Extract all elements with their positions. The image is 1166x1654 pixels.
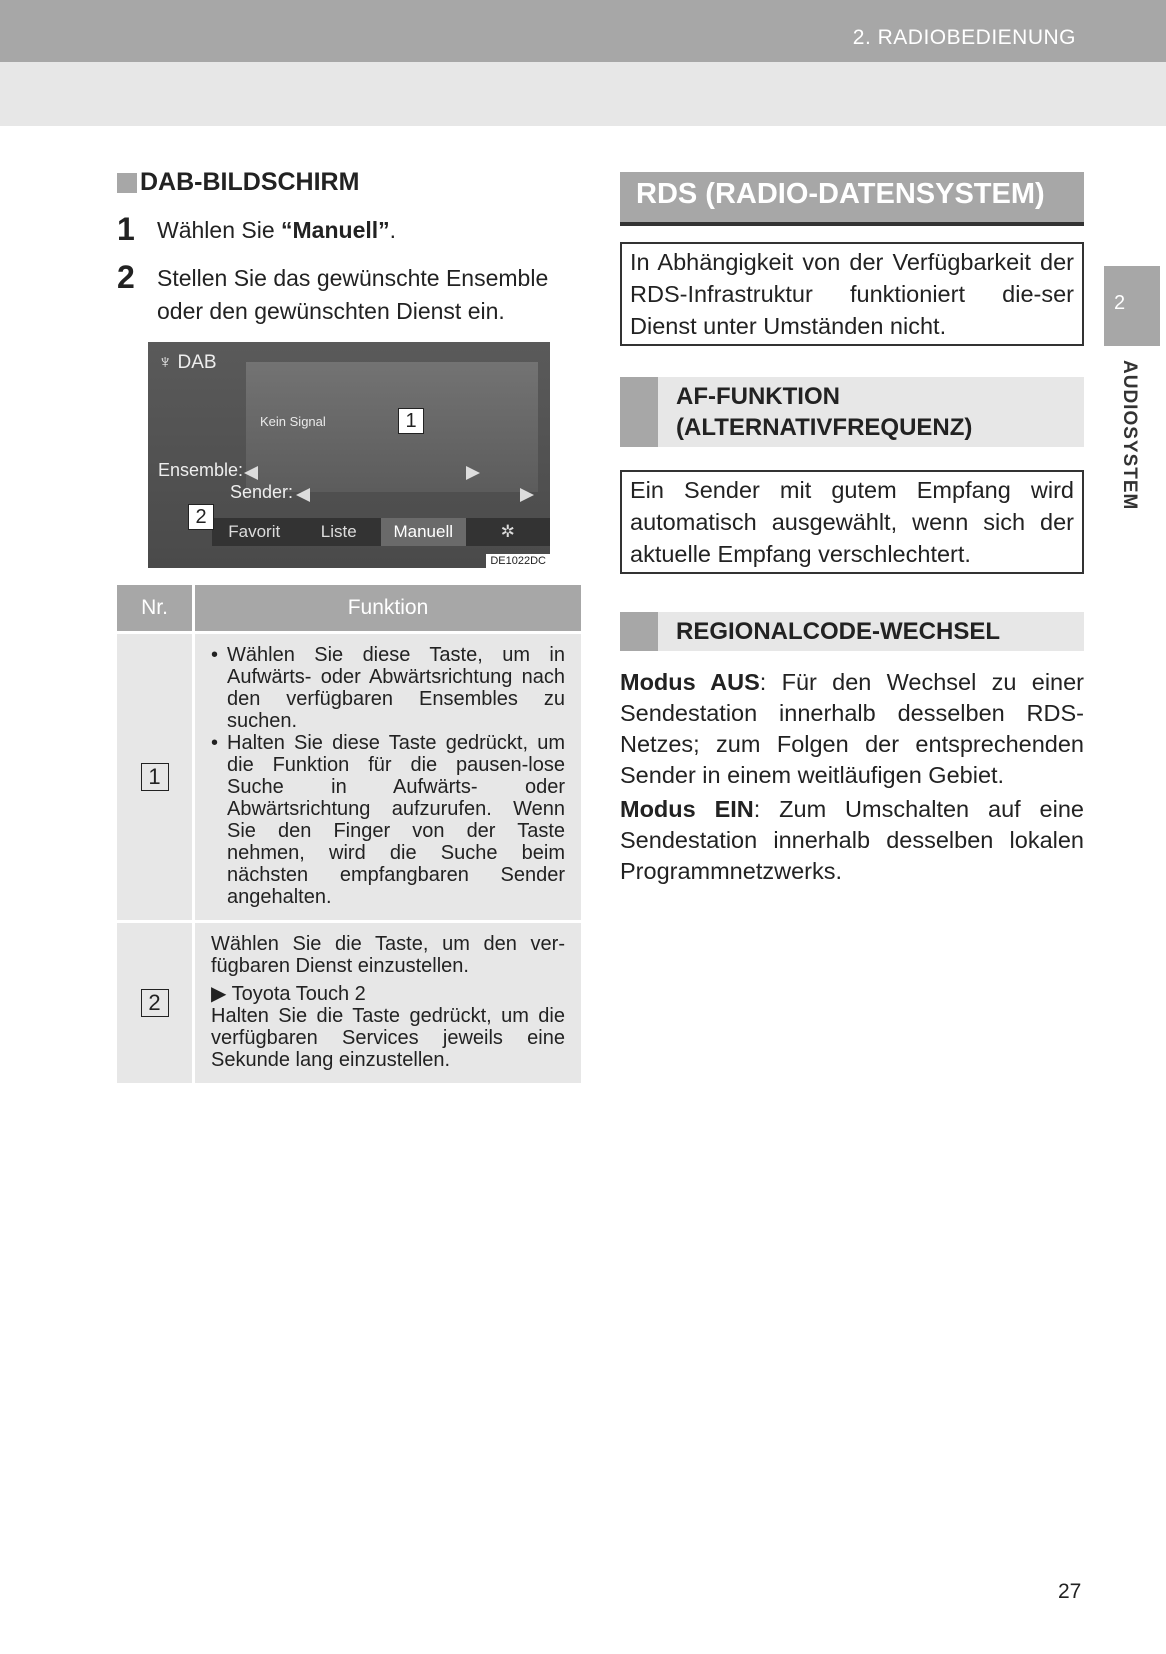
row-text: Halten Sie die Taste gedrückt, um die verfügbaren Services jeweils eine Sekunde lang einzustellen. — [211, 1005, 565, 1071]
square-marker-icon — [117, 173, 137, 193]
dab-screen-illustration — [148, 342, 550, 568]
sender-next-icon — [520, 488, 534, 502]
callout-1: 1 — [398, 408, 424, 434]
ensemble-next-icon — [466, 466, 480, 480]
callout-2: 2 — [188, 504, 214, 530]
rds-section-title: RDS (RADIO-DATENSYSTEM) — [620, 172, 1084, 226]
signal-status: Kein Signal — [260, 414, 326, 429]
screen-button-bar — [212, 518, 550, 546]
row-number: 2 — [141, 989, 169, 1017]
header-subband — [0, 62, 1166, 126]
chapter-title: 2. RADIOBEDIENUNG — [852, 26, 1076, 49]
image-code: DE1022DC — [486, 554, 550, 568]
list-item: • Halten Sie diese Taste gedrückt, um die Funktion für die pausen-lose Suche in Aufwärts- oder Abwärtsrichtung aufzurufen. Wenn Sie den Finger von der Taste nehmen, wird die Suche beim nächsten empfangbaren Sender angehalten. — [211, 732, 565, 908]
sender-label: Sender: — [230, 482, 294, 502]
settings-icon: ✲ — [500, 522, 515, 541]
ensemble-prev-icon — [244, 466, 258, 480]
regional-heading: REGIONALCODE-WECHSEL — [620, 612, 1084, 651]
mode-on-paragraph: Modus EIN: Zum Umschalten auf eine Sendestation innerhalb desselben lokalen Programmnetzwerks. — [620, 796, 1084, 884]
table-header — [117, 585, 581, 631]
liste-button: Liste — [320, 522, 357, 541]
dab-title: ♆ DAB — [158, 352, 217, 373]
function-table — [117, 585, 581, 1083]
sender-prev-icon — [296, 488, 310, 502]
manuell-button: Manuell — [381, 518, 466, 546]
triangle-marker-icon: ▶ — [211, 983, 227, 1005]
list-item: • Wählen Sie diese Taste, um in Aufwärts- oder Abwärtsrichtung nach den verfügbaren Ensembles zu suchen. — [211, 644, 565, 732]
mode-off-paragraph: Modus AUS: Für den Wechsel zu einer Sendestation innerhalb desselben RDS-Netzes; zum Folgen der entsprechenden Sender in einem weitläufigen Gebiet. — [620, 669, 1085, 788]
step-2: 2 Stellen Sie das gewünschte Ensemble oder den gewünschten Dienst ein. — [117, 259, 549, 324]
table-row — [117, 920, 581, 1083]
model-note: ▶ Toyota Touch 2 — [211, 983, 366, 1005]
table-row — [117, 631, 581, 920]
favorit-button: Favorit — [228, 522, 281, 541]
col-funktion: Funktion — [347, 596, 429, 619]
side-section-label: AUDIOSYSTEM — [1119, 360, 1140, 511]
row-text: Wählen Sie die Taste, um den ver-fügbaren Dienst einzustellen. — [211, 933, 565, 977]
rds-notice: In Abhängigkeit von der Verfügbarkeit der RDS-Infrastruktur funktioniert die-ser Dienst unter Umständen nicht. — [620, 242, 1084, 346]
dab-heading: DAB-BILDSCHIRM — [117, 168, 359, 197]
page-number: 27 — [1058, 1580, 1082, 1603]
side-tab-number: 2 — [1104, 266, 1160, 346]
ensemble-label: Ensemble: — [158, 460, 244, 480]
row-number: 1 — [141, 763, 169, 791]
af-heading: AF-FUNKTION (ALTERNATIVFREQUENZ) — [620, 377, 1084, 447]
col-nr: Nr. — [117, 585, 195, 631]
antenna-icon: ♆ — [158, 352, 173, 373]
step-1: 1 Wählen Sie “Manuell”. — [117, 211, 397, 247]
af-text: Ein Sender mit gutem Empfang wird automatisch ausgewählt, wenn sich der aktuelle Empfang verschlechtert. — [620, 470, 1084, 574]
